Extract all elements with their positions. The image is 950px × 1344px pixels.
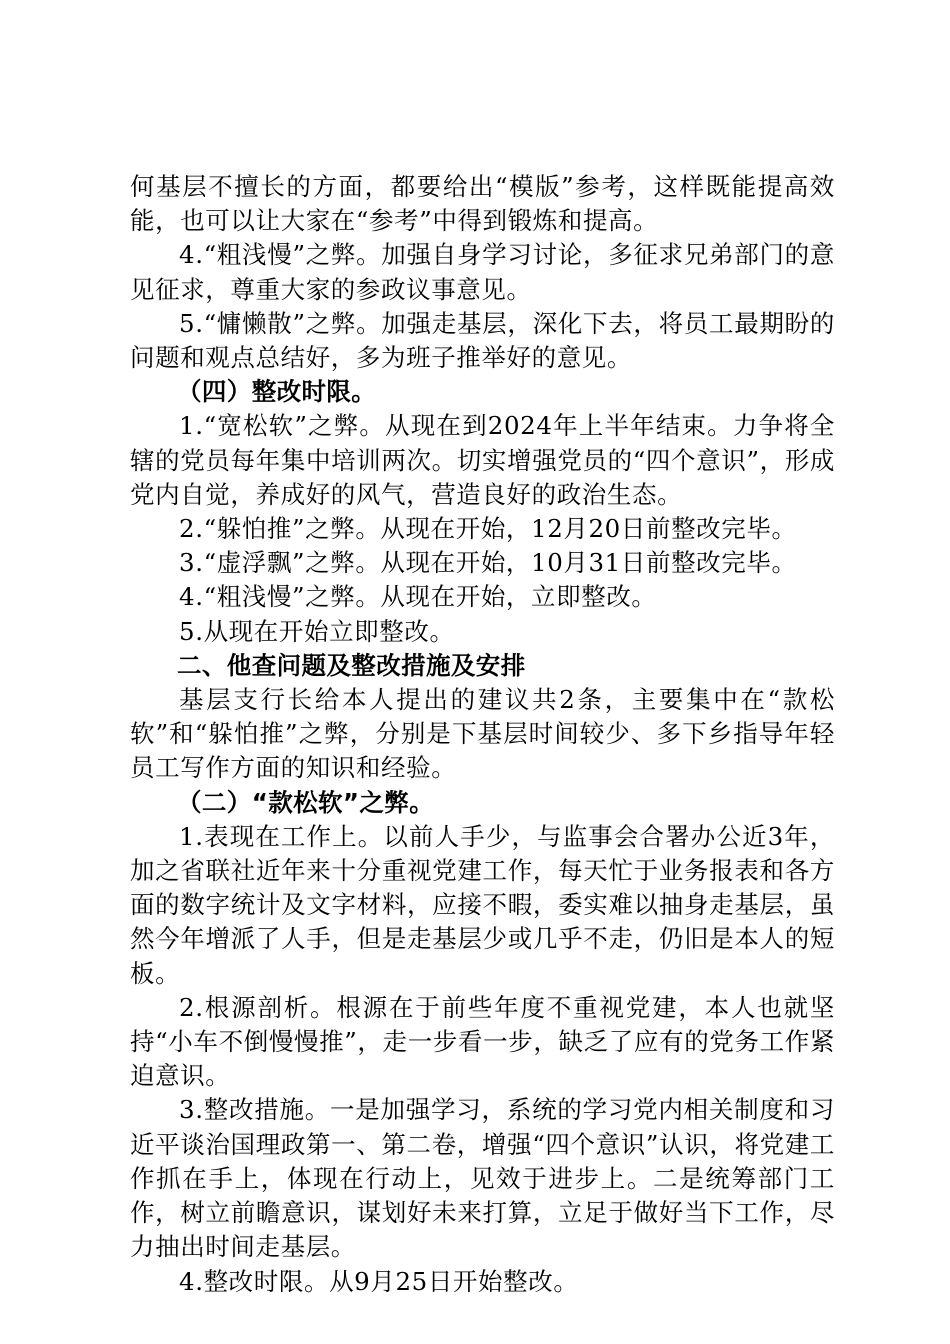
document-body	[130, 170, 835, 1299]
paragraph-item: 4.“粗浅慢”之弊。从现在开始，立即整改。	[179, 582, 657, 612]
section-heading: 二、他查问题及整改措施及安排	[177, 650, 526, 680]
paragraph-item: 5.从现在开始立即整改。	[179, 616, 455, 646]
paragraph-body: 基层支行长给本人提出的建议共2条，主要集中在“款松软”和“躲怕推”之弊，分别是下基层时间较少、多下乡指导年轻员工写作方面的知识和经验。	[130, 685, 835, 783]
paragraph-item: 4.“粗浅慢”之弊。加强自身学习讨论，多征求兄弟部门的意见征求，尊重大家的参政议事意见。	[130, 240, 835, 304]
paragraph-item: 5.“慵懒散”之弊。加强走基层，深化下去，将员工最期盼的问题和观点总结好，多为班子推举好的意见。	[130, 308, 835, 373]
paragraph-item: 1.“宽松软”之弊。从现在到2024年上半年结束。力争将全辖的党员每年集中培训两次。切实增强党员的“四个意识”，形成党内自觉，养成好的风气，营造良好的政治生态。	[130, 411, 835, 509]
paragraph-item: 1.表现在工作上。以前人手少，与监事会合署办公近3年，加之省联社近年来十分重视党建工作，每天忙于业务报表和各方面的数字统计及文字材料，应接不暇，委实难以抽身走基层，虽然今年增派了人手，但是走基层少或几乎不走，仍旧是本人的短板。	[130, 821, 835, 988]
paragraph-item: 3.整改措施。一是加强学习，系统的学习党内相关制度和习近平谈治国理政第一、第二卷，增强“四个意识”认识，将党建工作抓在手上，体现在行动上，见效于进步上。二是统筹部门工作，树立前瞻意识，谋划好未来打算，立足于做好当下工作，尽力抽出时间走基层。	[130, 1095, 835, 1262]
paragraph-continuation: 何基层不擅长的方面，都要给出“模版”参考，这样既能提高效能，也可以让大家在“参考”中得到锻炼和提高。	[130, 172, 835, 236]
paragraph-item: 3.“虚浮飘”之弊。从现在开始，10月31日前整改完毕。	[179, 548, 797, 578]
paragraph-item: 2.根源剖析。根源在于前些年度不重视党建，本人也就坚持“小车不倒慢慢推”，走一步看一步，缺乏了应有的党务工作紧迫意识。	[130, 992, 835, 1091]
paragraph-item: 2.“躲怕推”之弊。从现在开始，12月20日前整改完毕。	[179, 514, 797, 544]
section-heading: （四）整改时限。	[177, 377, 377, 407]
section-heading: （二）“款松软”之弊。	[177, 787, 435, 817]
paragraph-item: 4.整改时限。从9月25日开始整改。	[179, 1266, 579, 1296]
